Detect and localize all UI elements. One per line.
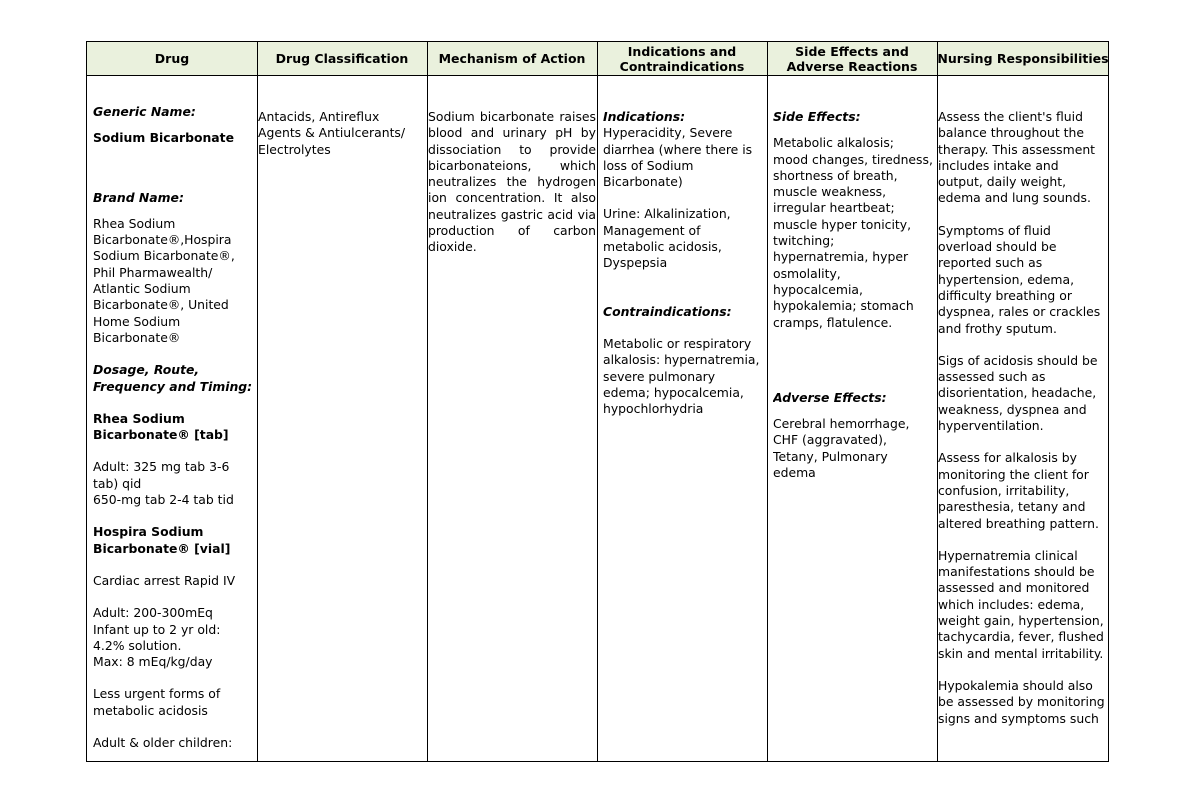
indications-label: Indications:: [603, 109, 686, 124]
nursing-fluid-overload: Symptoms of fluid overload should be reported such as hypertension, edema, difficulty breathing or dyspnea, rales or crackles and frothy sputum.: [938, 222, 1101, 336]
rhea-adult-dose: Adult: 325 mg tab 3-6 tab) qid: [93, 459, 230, 491]
brand-name-label: Brand Name:: [93, 189, 184, 205]
adverse-effects-label: Adverse Effects:: [773, 389, 887, 405]
hospira-title: Hospira Sodium Bicarbonate® [vial]: [93, 524, 231, 556]
adult-dose: Adult: 200-300mEq: [93, 605, 213, 621]
urine-indications: Urine: Alkalinization, Management of metabolic acidosis, Dyspepsia: [603, 206, 731, 271]
header-drug: Drug: [154, 51, 190, 66]
contraindications-value: Metabolic or respiratory alkalosis: hypernatremia, severe pulmonary edema; hypocalcemia, hypochlorhydria: [603, 335, 760, 417]
header-mechanism: Mechanism of Action: [438, 51, 586, 66]
column-divider: [597, 42, 598, 761]
classification-value: Antacids, Antireflux Agents & Antiulcerants/ Electrolytes: [258, 109, 406, 157]
generic-name-label: Generic Name:: [93, 104, 196, 119]
indications-column: [603, 75, 763, 761]
contraindications-label: Contraindications:: [603, 303, 732, 319]
adult-older-children: Adult & older children:: [93, 735, 233, 751]
adverse-effects-value: Cerebral hemorrhage, CHF (aggravated), Tetany, Pulmonary edema: [773, 416, 910, 481]
drug-column: [93, 75, 253, 761]
rhea-adult-dose-alt: 650-mg tab 2-4 tab tid: [93, 492, 234, 508]
side-effects-column: [773, 75, 933, 761]
less-urgent: Less urgent forms of metabolic acidosis: [93, 686, 221, 718]
side-effects-label: Side Effects:: [773, 109, 861, 124]
nursing-fluid-balance: Assess the client's fluid balance throughout the therapy. This assessment includes intake and output, daily weight, edema and lung sounds.: [938, 109, 1096, 206]
mechanism-value: Sodium bicarbonate raises blood and urinary pH by dissociation to provide bicarbonateions, which neutralizes the hydrogen ion concentration. It also neutralizes gastric acid via production of carbon dioxide.: [428, 109, 596, 255]
header-side-effects: Side Effects and Adverse Reactions: [786, 43, 918, 74]
side-effects-value: Metabolic alkalosis; mood changes, tiredness, shortness of breath, muscle weakness, irregular heartbeat; muscle hyper tonicity, twitching; hypernatremia, hyper osmolality, hypocalcemia, hypokalemia; stomach cramps, flatulence.: [773, 135, 933, 330]
nursing-column: [938, 75, 1106, 761]
nursing-hypernatremia: Hypernatremia clinical manifestations should be assessed and monitored which includes: edema, weight gain, hypertension, tachycardia, fever, flushed skin and mental irritability.: [938, 547, 1104, 661]
header-indications: Indications and Contraindications: [619, 43, 745, 74]
generic-name-value: Sodium Bicarbonate: [93, 130, 234, 146]
mechanism-column: [428, 75, 596, 761]
cardiac-arrest: Cardiac arrest Rapid IV: [93, 572, 236, 588]
brand-name-value: Rhea Sodium Bicarbonate®,Hospira Sodium Bicarbonate®, Phil Pharmawealth/ Atlantic Sodium Bicarbonate®, United Home Sodium Bicarbonate®: [93, 215, 235, 345]
header-classification: Drug Classification: [275, 51, 409, 66]
header-nursing: Nursing Responsibilities: [937, 51, 1109, 66]
indications-value: Hyperacidity, Severe diarrhea (where there is loss of Sodium Bicarbonate): [603, 125, 753, 190]
drug-study-table: [86, 41, 1109, 762]
nursing-alkalosis: Assess for alkalosis by monitoring the client for confusion, irritability, paresthesia, tetany and altered breathing pattern.: [938, 450, 1099, 531]
rhea-title: Rhea Sodium Bicarbonate® [tab]: [93, 410, 229, 443]
dosage-label: Dosage, Route, Frequency and Timing:: [93, 362, 253, 394]
nursing-acidosis: Sigs of acidosis should be assessed such as disorientation, headache, weakness, dyspnea and hyperventilation.: [938, 352, 1098, 434]
infant-dose: Infant up to 2 yr old: 4.2% solution.: [93, 621, 221, 653]
max-dose: Max: 8 mEq/kg/day: [93, 654, 213, 670]
column-divider: [767, 42, 768, 761]
nursing-hypokalemia: Hypokalemia should also be assessed by monitoring signs and symptoms such: [938, 677, 1105, 726]
classification-column: [258, 75, 422, 761]
